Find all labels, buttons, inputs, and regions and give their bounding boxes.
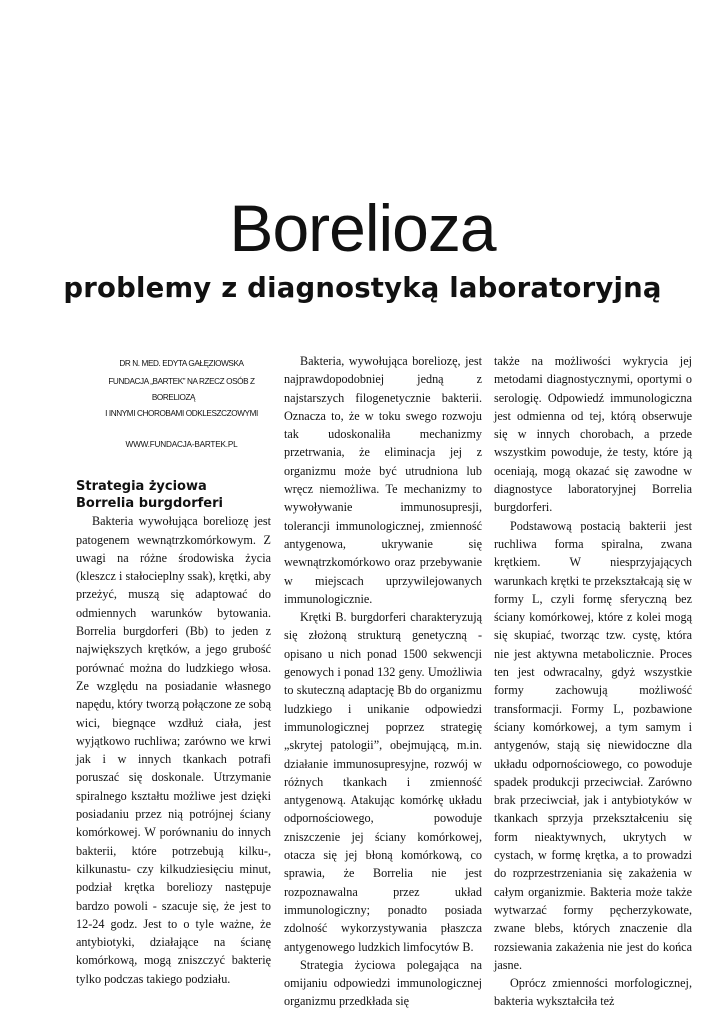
author-block xyxy=(76,354,271,454)
col3-paragraph-1: także na możliwości wykrycia jej metodami diagnostycznymi, oportymi o serologię. Odpowiedź immunologiczna jest odmienna od tej, którą obserwuje się w innych chorobach, a przede wszystkim powoduje, że testy, które ją oceniają, mogą okazać się zawodne w diagnostyce laboratoryjnej Borrelia burgdorferi. xyxy=(494,354,692,515)
author-name: DR N. MED. EDYTA GAŁĘZIOWSKA xyxy=(119,359,244,368)
page-subtitle: problemy z diagnostyką laboratoryjną xyxy=(63,272,662,304)
section-heading-line-1: Strategia życiowa xyxy=(76,479,207,495)
page-title: Borelioza xyxy=(229,191,496,265)
column-1 xyxy=(76,352,271,988)
col3-paragraph-3: Oprócz zmienności morfologicznej, bakteria wykształciła też xyxy=(494,976,692,1009)
col2-paragraph-1: Bakteria, wywołująca boreliozę, jest najprawdopodobniej jedną z najstarszych filogenetycznie bakterii. Oznacza to, że w toku swego rozwoju tak udoskonaliła mechanizmy przetrwania, że eliminacja jej z organizmu może być utrudniona lub wręcz niemożliwa. Te mechanizmy to wywoływanie immunosupresji, tolerancji immunologicznej, zmienność antygenowa, ukrywanie się wewnątrzkomórkowo oraz przebywanie w miejscach uprzywilejowanych immunologicznie. xyxy=(284,354,482,606)
col2-paragraph-3: Strategia życiowa polegająca na omijaniu odpowiedzi immunologicznej organizmu przedkłada się xyxy=(284,957,482,1009)
col1-paragraph-1: Bakteria wywołująca boreliozę jest patogenem wewnątrzkomórkowym. Z uwagi na różne środowiska życia (kleszcz i stałocieplny ssak), krętki, aby przeżyć, muszą się adaptować do odmiennych warunków bytowania. Borrelia burgdorferi (Bb) to jeden z największych krętków, a jego grubość porównać można do ludzkiego włosa. Ze względu na posiadanie własnego napędu, który tworzą połączone ze sobą wici, biegnące wzdłuż ciała, jest wyjątkowo ruchliwa; zarówno we krwi jak i w innych tkankach potrafi poruszać się doskonale. Utrzymanie spiralnego kształtu możliwe jest dzięki posiadaniu przez nią potrójnej ściany komórkowej. W porównaniu do innych bakterii, które potrzebują kilku-, kilkunastu- czy kilkudziesięciu minut, podział krętka boreliozy następuje bardzo powoli - szacuje się, że jest to 12-24 godz. Jest to o tyle ważne, że antybiotyki, działające na ścianę komórkową, mogą zniszczyć bakterię tylko podczas takiego podziału. xyxy=(76,514,271,986)
author-org-line-2: I INNYMI CHOROBAMI ODKLESZCZOWYMI xyxy=(105,409,258,418)
author-website: WWW.FUNDACJA-BARTEK.PL xyxy=(125,440,238,449)
col2-paragraph-2: Krętki B. burgdorferi charakteryzują się złożoną strukturą genetyczną - opisano u nich ponad 1500 sekwencji genowych i ponad 132 geny. Umożliwia to skuteczną adaptację Bb do organizmu ludzkiego i unikanie odpowiedzi immunologicznej poprzez strategię „skrytej patologii”, obejmującą, m.in. działanie immunosupresyjne, rozwój w różnych tkankach i zmienność antygenową. Atakując komórkę układu odpornościowego, powoduje zniszczenie jej ściany komórkowej, otacza się jej błoną komórkową, co sprawia, że Borrelia nie jest rozpoznawalna przez układ immunologiczny; ponadto posiada zdolność wykorzystywania płaszcza antygenowego ludzkich limfocytów B. xyxy=(284,610,482,954)
section-heading-line-2: Borrelia burgdorferi xyxy=(76,496,223,512)
column-3 xyxy=(494,352,692,1011)
author-org-line-1: FUNDACJA „BARTEK” NA RZECZ OSÓB Z BORELIOZĄ xyxy=(108,377,255,402)
col3-paragraph-2: Podstawową postacią bakterii jest ruchliwa forma spiralna, zwana krętkiem. W niesprzyjających warunkach krętki te przekształcają się w formy L, czyli formę sferyczną bez ściany komórkowej, które z kolei mogą się skupiać, tworząc tzw. cystę, która nie jest aktywna metabolicznie. Proces ten jest odwracalny, gdyż wszystkie formy zachowują możliwość transformacji. Formy L, pozbawione ściany komórkowej, a tym samym i antygenów, stają się niewidoczne dla układu odpornościowego, co powoduje spadek produkcji przeciwciał. Zarówno brak przeciwciał, jak i antybiotyków w tkankach sprzyja przekształceniu się form nieaktywnych, ukrytych w cystach, w formę krętka, a to prowadzi do rozprzestrzeniania się zakażenia w całym organizmie. Bakteria może także wytwarzać formy pęcherzykowate, zwane blebs, których znaczenie dla rozsiewania zakażenia nie jest do końca jasne. xyxy=(494,518,692,972)
column-2 xyxy=(284,352,482,1011)
